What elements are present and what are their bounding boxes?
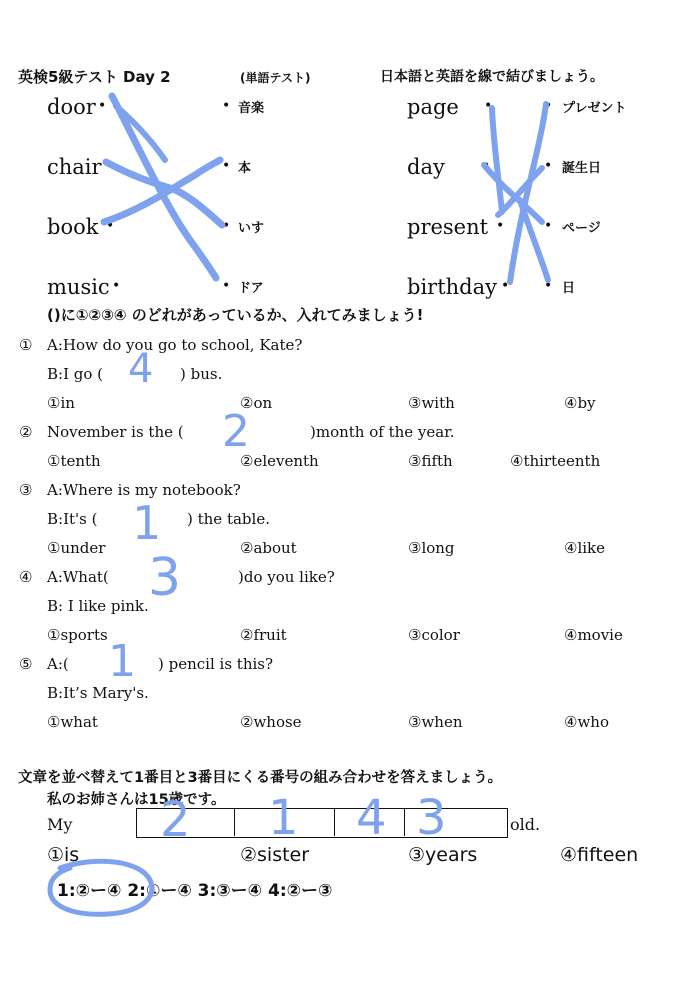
answer-circle (50, 861, 152, 914)
answer-choices: 1:②ー④ 2:①ー④ 3:③ー④ 4:②ー③ (57, 881, 333, 901)
question-line: ) the table. (187, 510, 270, 528)
option: ②on (240, 394, 273, 412)
word-option: ①is (47, 844, 80, 866)
option: ③fifth (408, 452, 453, 470)
handwritten-answer-q3: 1 (132, 496, 162, 550)
match-dot: • (222, 218, 231, 234)
word-option: ③years (408, 844, 478, 866)
option: ③when (408, 713, 463, 731)
match-dot: • (222, 98, 231, 114)
match-dot: • (112, 278, 121, 294)
match-jp-day: 日 (562, 281, 576, 296)
word-option: ④fifteen (560, 844, 639, 866)
box-answer-3: 4 (356, 790, 387, 846)
box-answer-1: 2 (160, 792, 191, 848)
match-dot: • (222, 278, 231, 294)
option: ④movie (564, 626, 623, 644)
section2-instruction: ()に①②③④ のどれがあっているか、入れてみましょう! (47, 306, 424, 324)
handwritten-answer-q5: 1 (108, 636, 136, 687)
question-number: ⑤ (19, 655, 33, 673)
match-jp-book: 本 (238, 161, 252, 176)
question-line: B:I go ( (47, 365, 104, 383)
match-dot: • (484, 98, 493, 114)
match-jp-door: ドア (238, 281, 264, 296)
match-en-page: page (407, 95, 459, 119)
question-number: ③ (19, 481, 33, 499)
option: ④who (564, 713, 609, 731)
handwritten-answer-q2: 2 (222, 406, 250, 457)
option: ①what (47, 713, 98, 731)
option: ②whose (240, 713, 302, 731)
match-dot: • (544, 218, 553, 234)
option: ①under (47, 539, 106, 557)
handwritten-answer-q1: 4 (128, 346, 154, 392)
option: ①tenth (47, 452, 101, 470)
question-line: A:Where is my notebook? (47, 481, 241, 499)
question-number: ① (19, 336, 33, 354)
question-line: ) bus. (180, 365, 223, 383)
box-answer-2: 1 (268, 790, 299, 846)
match-en-day: day (407, 155, 445, 179)
option: ③long (408, 539, 455, 557)
handwritten-answer-q4: 3 (148, 548, 182, 608)
match-jp-chair: いす (238, 221, 265, 236)
option: ②about (240, 539, 297, 557)
question-number: ② (19, 423, 33, 441)
option: ④like (564, 539, 606, 557)
sentence-start: My (47, 815, 73, 834)
option: ③with (408, 394, 455, 412)
question-number: ④ (19, 568, 33, 586)
question-line: A:What( (47, 568, 109, 586)
match-dot: • (501, 278, 510, 294)
sentence-end: old. (510, 815, 541, 834)
section3-instruction: 文章を並べ替えて1番目と3番目にくる番号の組み合わせを答えましょう。 (18, 770, 503, 786)
test-subtitle: (単語テスト) (240, 71, 311, 85)
match-en-book: book (47, 215, 99, 239)
word-option: ②sister (240, 844, 310, 866)
match-dot: • (544, 278, 553, 294)
option: ④thirteenth (510, 452, 601, 470)
option: ③color (408, 626, 460, 644)
question-line: ) pencil is this? (158, 655, 274, 673)
matching-instruction: 日本語と英語を線で結びましょう。 (380, 69, 604, 85)
option: ②fruit (240, 626, 287, 644)
question-line: A:( (47, 655, 69, 673)
match-dot: • (106, 218, 115, 234)
match-jp-birthday: 誕生日 (562, 161, 602, 176)
section3-sentence-jp: 私のお姉さんは15歳です。 (47, 792, 226, 808)
question-line: B:It's ( (47, 510, 98, 528)
option: ①in (47, 394, 75, 412)
match-en-music: music (47, 275, 110, 299)
question-line: November is the ( (47, 423, 184, 441)
match-dot: • (544, 98, 553, 114)
match-dot: • (544, 158, 553, 174)
option: ④by (564, 394, 596, 412)
match-dot: • (98, 98, 107, 114)
match-en-present: present (407, 215, 489, 239)
question-line: B: I like pink. (47, 597, 149, 615)
match-jp-page: ページ (562, 221, 601, 236)
question-line: B:It’s Mary's. (47, 684, 149, 702)
match-en-chair: chair (47, 155, 102, 179)
match-en-door: door (47, 95, 96, 119)
question-line: )month of the year. (310, 423, 455, 441)
question-line: A:How do you go to school, Kate? (47, 336, 303, 354)
match-dot: • (482, 158, 491, 174)
match-dot: • (222, 158, 231, 174)
box-answer-4: 3 (416, 790, 447, 846)
option: ①sports (47, 626, 108, 644)
match-dot: • (104, 158, 113, 174)
test-title: 英検5級テスト Day 2 (18, 68, 171, 86)
option: ②eleventh (240, 452, 319, 470)
match-en-birthday: birthday (407, 275, 497, 299)
match-dot: • (496, 218, 505, 234)
match-jp-music: 音楽 (238, 101, 265, 116)
question-line: )do you like? (238, 568, 335, 586)
match-jp-present: プレゼント (562, 101, 627, 116)
